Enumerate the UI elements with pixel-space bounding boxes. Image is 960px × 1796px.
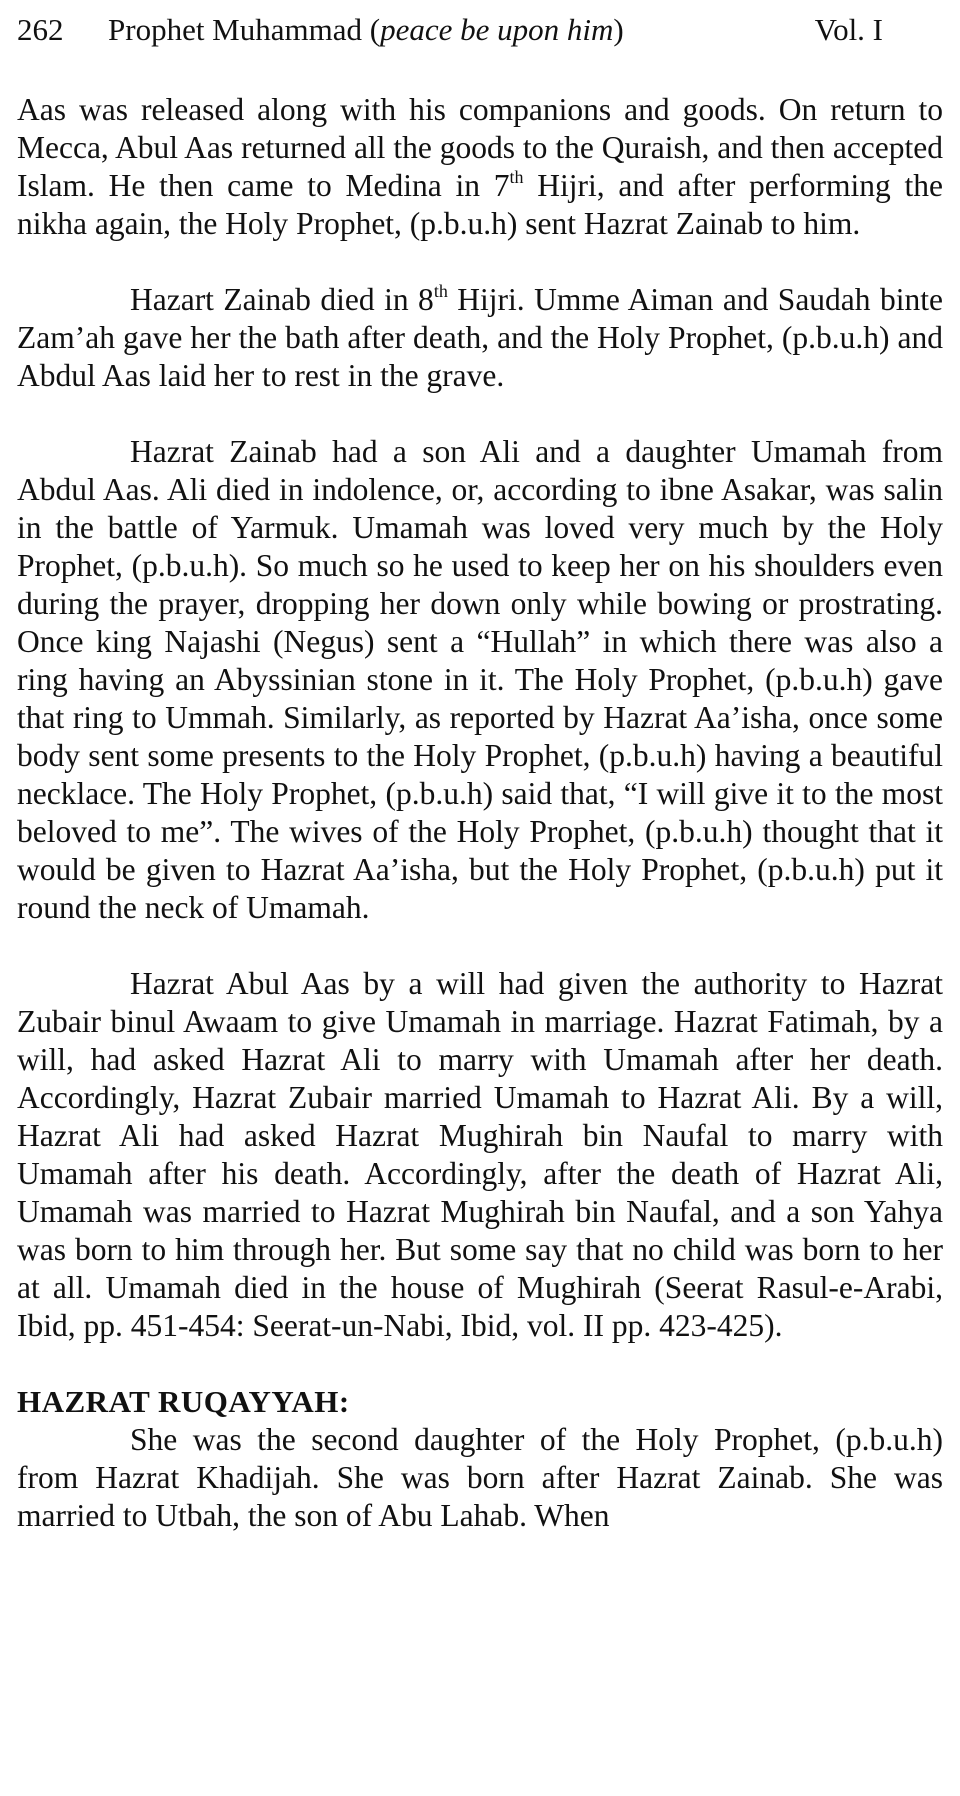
paragraph-3: Hazrat Zainab had a son Ali and a daughter Umamah from Abdul Aas. Ali died in indolence, or, according to ibne Asakar, was salin in the battle of Yarmuk. Umamah was loved very much by the Holy Prophet, (p.b.u.h). So much so he used to keep her on his shoulders even during the prayer, dropping her down only while bowing or prostrating. Once king Najashi (Negus) sent a “Hullah” in which there was also a ring having an Abyssinian stone in it. The Holy Prophet, (p.b.u.h) gave that ring to Ummah. Similarly, as reported by Hazrat Aa’isha, once some body sent some presents to the Holy Prophet, (p.b.u.h) having a beautiful necklace. The Holy Prophet, (p.b.u.h) said that, “I will give it to the most beloved to me”. The wives of the Holy Prophet, (p.b.u.h) thought that it would be given to Hazrat Aa’isha, but the Holy Prophet, (p.b.u.h) put it round the neck of Umamah. bbox=[17, 434, 943, 925]
book-title-close: ) bbox=[613, 12, 624, 47]
book-title-italic: peace be upon him bbox=[380, 12, 614, 47]
volume-label: Vol. I bbox=[814, 12, 883, 47]
book-title-plain: Prophet Muhammad ( bbox=[108, 12, 381, 47]
ordinal-suffix: th bbox=[433, 281, 448, 301]
paragraph-2 bbox=[17, 281, 943, 395]
page-number: 262 bbox=[17, 12, 64, 47]
ordinal-suffix: th bbox=[509, 167, 524, 187]
book-title bbox=[108, 10, 624, 50]
page-body bbox=[17, 91, 943, 1535]
paragraph-1-part-a: Aas was released along with his companions and goods. On return to Mecca, Abul Aas returned all the goods to the Quraish, and then accepted Islam. He then came to Medina in 7 bbox=[17, 92, 943, 203]
paragraph-1-part-b: Hijri, and after performing the nikha again, the Holy Prophet, (p.b.u.h) sent Hazrat Zainab to him. bbox=[17, 168, 943, 241]
paragraph-1 bbox=[17, 91, 943, 243]
paragraph-2-part-a: Hazart Zainab died in 8 bbox=[130, 282, 434, 317]
paragraph-4: Hazrat Abul Aas by a will had given the authority to Hazrat Zubair binul Awaam to give Umamah in marriage. Hazrat Fatimah, by a will, had asked Hazrat Ali to marry with Umamah after her death. Accordingly, Hazrat Zubair married Umamah to Hazrat Ali. By a will, Hazrat Ali had asked Hazrat Mughirah bin Naufal to marry with Umamah after his death. Accordingly, after the death of Hazrat Ali, Umamah was married to Hazrat Mughirah bin Naufal, and a son Yahya was born to him through her. But some say that no child was born to her at all. Umamah died in the house of Mughirah (Seerat Rasul-e-Arabi, Ibid, pp. 451-454: Seerat-un-Nabi, Ibid, vol. II pp. 423-425). bbox=[17, 966, 943, 1343]
paragraph-5: She was the second daughter of the Holy Prophet, (p.b.u.h) from Hazrat Khadijah. She was born after Hazrat Zainab. She was married to Utbah, the son of Abu Lahab. When bbox=[17, 1422, 943, 1533]
paragraph-2-part-b: Hijri. Umme Aiman and Saudah binte Zam’ah gave her the bath after death, and the Holy Prophet, (p.b.u.h) and Abdul Aas laid her to rest in the grave. bbox=[17, 282, 944, 393]
section-heading: HAZRAT RUQAYYAH: bbox=[17, 1384, 350, 1419]
running-header bbox=[17, 10, 943, 50]
